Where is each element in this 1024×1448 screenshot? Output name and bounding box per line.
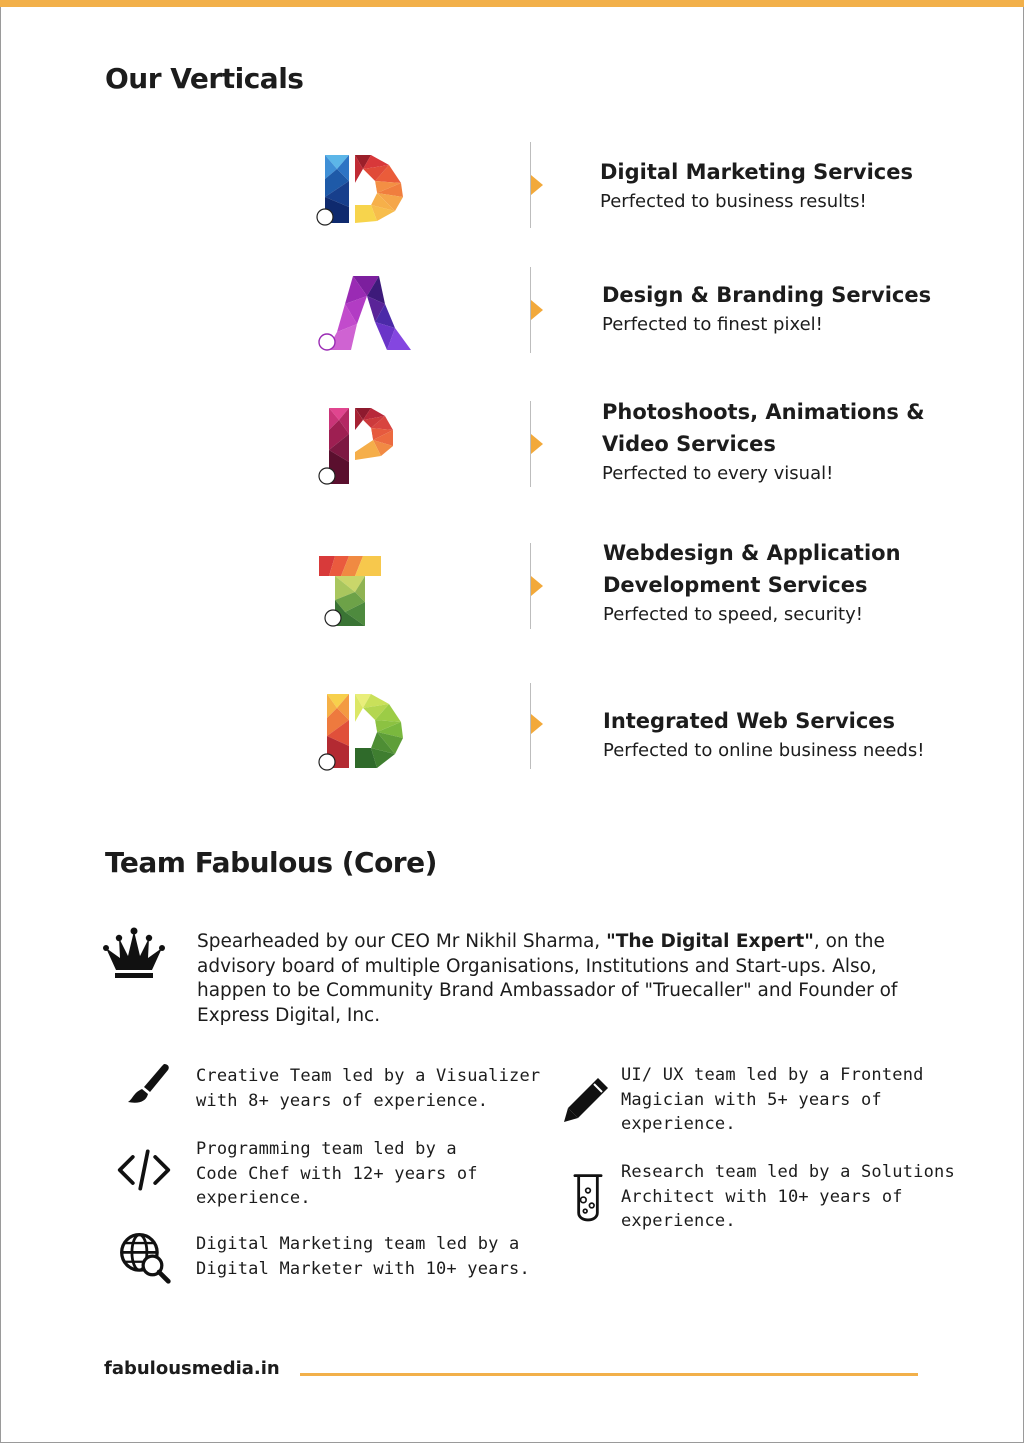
vertical-text [603,705,943,765]
team-line: Digital Marketer with 10+ years. [196,1258,530,1279]
ceo-description [197,930,907,1028]
test-tube-icon [560,1170,616,1226]
vertical-title: Design & Branding Services [602,283,932,307]
team-member-creative [196,1064,540,1113]
orange-arrow-icon [531,434,543,454]
code-icon [116,1142,172,1198]
team-line: with 8+ years of experience. [196,1090,489,1111]
orange-arrow-icon [531,714,543,734]
orange-arrow-icon [531,175,543,195]
ceo-text-before: Spearheaded by our CEO Mr Nikhil Sharma, [197,931,607,952]
vertical-tagline: Perfected to business results! [600,191,867,212]
vertical-tagline: Perfected to finest pixel! [602,314,823,335]
vertical-item-photoshoots [300,401,940,501]
globe-search-icon [117,1230,173,1286]
team-line: UI/ UX team led by a Frontend [621,1065,924,1085]
footer-accent-line [300,1373,918,1376]
vertical-text [603,537,933,629]
team-member-ui-ux [621,1063,924,1137]
vertical-item-integrated-web [300,683,940,783]
vertical-title-line-2: Development Services [603,573,868,597]
team-line: Research team led by a Solutions [621,1162,955,1182]
paintbrush-icon [120,1060,176,1116]
team-member-digital-marketing [196,1232,530,1281]
team-title: Team Fabulous (Core) [105,846,437,879]
top-accent-bar [0,0,1024,7]
vertical-item-digital-marketing [300,142,940,242]
letter-p-logo-icon [315,401,415,491]
vertical-text [602,279,932,339]
letter-d-green-logo-icon [315,687,415,777]
crown-icon [102,926,166,984]
orange-arrow-icon [531,300,543,320]
footer-website: fabulousmedia.in [104,1358,280,1379]
team-line: Creative Team led by a Visualizer [196,1066,541,1086]
vertical-text [600,156,930,216]
team-line: Digital Marketing team led by a [196,1234,520,1254]
vertical-title: Photoshoots, Animations & [602,400,925,424]
vertical-tagline: Perfected to online business needs! [603,740,925,761]
vertical-title: Integrated Web Services [603,709,896,733]
team-line: experience. [621,1211,736,1231]
letter-a-logo-icon [315,269,415,359]
letter-d-logo-icon [315,148,415,238]
vertical-title-line-2: Video Services [602,432,776,456]
team-member-programming [196,1137,478,1211]
team-line: experience. [196,1188,311,1208]
ceo-title-bold: "The Digital Expert" [606,931,814,952]
team-member-research [621,1160,955,1234]
vertical-item-webdesign [300,543,940,643]
vertical-tagline: Perfected to speed, security! [603,604,863,625]
pencil-icon [560,1072,616,1128]
orange-arrow-icon [531,576,543,596]
vertical-title: Digital Marketing Services [600,160,913,184]
team-line: experience. [621,1114,736,1134]
team-line: Architect with 10+ years of [621,1186,903,1207]
ceo-text-after: , on the advisory board of multiple Organisations, Institutions and Start-ups. Also, happen to be Community Brand Ambassador of "Truecaller" and Founder of Express Digital, Inc. [197,931,898,1026]
team-line: Code Chef with 12+ years of [196,1163,478,1184]
vertical-item-design-branding [300,267,940,367]
verticals-title: Our Verticals [105,62,304,95]
team-line: Magician with 5+ years of [621,1089,882,1110]
vertical-title: Webdesign & Application [603,541,901,565]
team-line: Programming team led by a [196,1139,457,1159]
letter-t-logo-icon [315,545,415,635]
vertical-text [602,396,932,488]
vertical-tagline: Perfected to every visual! [602,463,834,484]
